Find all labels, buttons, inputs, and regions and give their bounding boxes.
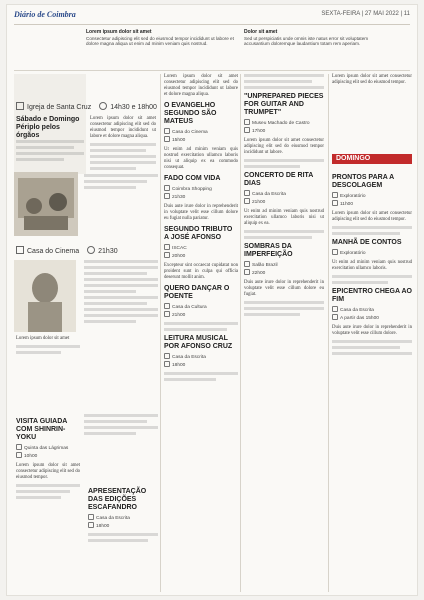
right-column bbox=[244, 74, 324, 319]
text-line bbox=[90, 155, 156, 158]
descolagem-place: Exploratório bbox=[340, 194, 366, 199]
text-line bbox=[84, 290, 136, 293]
unprepared-place: Museu Machado de Castro bbox=[252, 121, 310, 126]
section-domingo: DOMINGO bbox=[332, 154, 412, 164]
location-2-place: Casa do Cinema bbox=[27, 248, 80, 255]
sombras-body: Duis aute irure dolor in reprehenderit in voluptate velit esse cillum dolore eu fugiat. bbox=[244, 280, 324, 297]
brand-name: Diário de Coimbra bbox=[14, 10, 76, 19]
heading-descolagem: PRONTOS PARA A DESCOLAGEM bbox=[332, 174, 394, 189]
far-right-column bbox=[332, 170, 412, 358]
meta-sombras bbox=[244, 261, 324, 277]
text-line bbox=[164, 328, 227, 331]
caption-2-text: Sed ut perspiciatis unde omnis iste natus error sit voluptatem accusantium doloremque laudantium totam rem aperiam. bbox=[244, 35, 369, 47]
text-line bbox=[16, 484, 80, 487]
far-right-intro bbox=[332, 74, 412, 89]
newspaper-page bbox=[6, 4, 418, 596]
epicentro-time: A partir das 15h00 bbox=[340, 316, 379, 321]
text-line bbox=[244, 86, 324, 89]
heading-unprepared: "UNPREPARED PIECES FOR GUITAR AND TRUMPET" bbox=[244, 93, 324, 116]
text-line bbox=[88, 539, 148, 542]
text-line bbox=[84, 308, 158, 311]
location-icon bbox=[164, 244, 170, 250]
evangelho-time: 15h00 bbox=[172, 138, 186, 143]
location-icon bbox=[244, 261, 250, 267]
edicoes-time: 18h00 bbox=[96, 524, 110, 529]
heading-epicentro: EPICENTRO CHEGA AO FIM bbox=[332, 288, 412, 303]
heading-fado: FADO COM VIDA bbox=[164, 175, 221, 182]
tributo-place: ISCAC bbox=[172, 246, 187, 251]
text-line bbox=[84, 284, 158, 287]
text-line bbox=[84, 302, 147, 305]
location-icon bbox=[332, 249, 338, 255]
clock-icon bbox=[164, 193, 170, 199]
caption-1-title: Lorem ipsum dolor sit amet bbox=[86, 29, 152, 35]
meta-epicentro bbox=[332, 306, 412, 322]
meta-leitura bbox=[164, 353, 238, 369]
text-line bbox=[16, 496, 61, 499]
rita-dias-body: Ut enim ad minim veniam quis nostrud exercitation ullamco laboris nisi ut aliquip ex ea. bbox=[244, 209, 324, 226]
location-icon bbox=[164, 128, 170, 134]
left-column bbox=[16, 116, 84, 164]
clock-icon bbox=[164, 136, 170, 142]
contos-body: Ut enim ad minim veniam quis nostrud exercitation ullamco laboris. bbox=[332, 260, 412, 271]
text-line bbox=[332, 340, 412, 343]
location-icon bbox=[164, 353, 170, 359]
heading-sombras: SOMBRAS DA IMPERFEIÇÃO bbox=[244, 243, 293, 258]
fado-time: 21h30 bbox=[172, 195, 186, 200]
text-line bbox=[84, 278, 158, 281]
descolagem-time: 11h00 bbox=[340, 202, 353, 207]
edicoes-place: Casa da Escrita bbox=[96, 516, 130, 521]
fado-place: Coimbra Shopping bbox=[172, 187, 212, 192]
concert-photo bbox=[14, 172, 78, 236]
caption-2-title: Dolor sit amet bbox=[244, 29, 278, 35]
clock-icon bbox=[88, 522, 94, 528]
tributo-time: 20h00 bbox=[172, 254, 186, 259]
location-icon bbox=[16, 102, 24, 110]
text-line bbox=[332, 275, 412, 278]
text-line bbox=[84, 426, 158, 429]
event-1-body: Lorem ipsum dolor sit amet consectetur adipiscing elit sed do eiusmod tempor incididunt ut labore et dolore magna aliqua. bbox=[90, 116, 156, 139]
tributo-body: Excepteur sint occaecat cupidatat non proident sunt in culpa qui officia deserunt mollit anim. bbox=[164, 263, 238, 280]
text-line bbox=[244, 74, 324, 77]
meta-edicoes bbox=[88, 514, 158, 530]
text-line bbox=[84, 420, 147, 423]
text-line bbox=[164, 378, 216, 381]
caption-1 bbox=[86, 30, 236, 47]
text-line bbox=[244, 313, 300, 316]
text-line bbox=[244, 307, 324, 310]
rita-dias-time: 21h00 bbox=[252, 200, 266, 205]
text-line bbox=[164, 372, 238, 375]
text-line bbox=[16, 158, 64, 161]
page-date: SEXTA-FEIRA | 27 MAI 2022 | 11 bbox=[321, 11, 410, 17]
location-row-2 bbox=[16, 246, 118, 255]
location-row-1 bbox=[16, 102, 157, 111]
column-rule-3 bbox=[328, 74, 329, 592]
text-line bbox=[332, 346, 400, 349]
text-line bbox=[244, 159, 324, 162]
text-line bbox=[332, 281, 388, 284]
caption-1-text: Consectetur adipiscing elit sed do eiusmod tempor incididunt ut labore et dolore magna aliqua ut enim ad minim veniam quis nostrud. bbox=[86, 35, 234, 47]
text-line bbox=[90, 143, 156, 146]
location-icon bbox=[16, 444, 22, 450]
text-line bbox=[84, 432, 136, 435]
column-rule-2 bbox=[240, 74, 241, 592]
text-line bbox=[84, 174, 158, 177]
column-rule-1 bbox=[160, 74, 161, 592]
heading-rita-dias: CONCERTO DE RITA DIAS bbox=[244, 172, 314, 187]
meta-evangelho bbox=[164, 128, 238, 144]
sombras-time: 22h00 bbox=[252, 271, 266, 276]
epicentro-place: Casa da Escrita bbox=[340, 308, 374, 313]
heading-contos: MANHÃ DE CONTOS bbox=[332, 239, 402, 246]
text-line bbox=[244, 236, 312, 239]
text-line bbox=[84, 180, 147, 183]
text-line bbox=[84, 266, 158, 269]
far-right-intro-text: Lorem ipsum dolor sit amet consectetur adipiscing elit sed do eiusmod tempor. bbox=[332, 74, 412, 85]
poente-place: Casa da Cultura bbox=[172, 305, 207, 310]
location-icon bbox=[244, 190, 250, 196]
location-icon bbox=[332, 306, 338, 312]
text-line bbox=[332, 352, 412, 355]
epicentro-body: Duis aute irure dolor in reprehenderit in voluptate velit esse cillum dolore. bbox=[332, 325, 412, 336]
film-meta bbox=[16, 444, 80, 460]
heading-evangelho: O EVANGELHO SEGUNDO SÃO MATEUS bbox=[164, 102, 217, 125]
text-line bbox=[84, 260, 158, 263]
text-line bbox=[90, 167, 136, 170]
text-line bbox=[90, 149, 146, 152]
caption-2 bbox=[244, 30, 394, 47]
location-icon bbox=[164, 303, 170, 309]
text-line bbox=[90, 161, 156, 164]
left-text-block bbox=[84, 260, 158, 326]
contos-place: Exploratório bbox=[340, 251, 366, 256]
top-rule bbox=[14, 70, 410, 71]
portrait-caption-text: Lorem ipsum dolor sit amet bbox=[16, 336, 70, 341]
text-line bbox=[332, 226, 412, 229]
lower-left-block bbox=[88, 484, 158, 545]
middle-intro: Lorem ipsum dolor sit amet consectetur adipiscing elit sed do eiusmod tempor incididunt ut labore et dolore magna aliqua. bbox=[164, 74, 238, 97]
film-body: Lorem ipsum dolor sit amet consectetur adipiscing elit sed do eiusmod tempor. bbox=[16, 463, 80, 480]
clock-icon bbox=[16, 452, 22, 458]
film-heading: VISITA GUIADA COM SHINRIN-YOKU bbox=[16, 418, 68, 441]
sombras-place: Salão Brazil bbox=[252, 263, 278, 268]
meta-poente bbox=[164, 303, 238, 319]
text-line bbox=[16, 140, 84, 143]
heading-edicoes: APRESENTAÇÃO DAS EDIÇÕES ESCAFANDRO bbox=[88, 488, 147, 511]
text-line bbox=[244, 165, 300, 168]
clock-icon bbox=[164, 252, 170, 258]
leitura-time: 18h00 bbox=[172, 363, 186, 368]
text-line bbox=[84, 314, 158, 317]
leitura-place: Casa da Escrita bbox=[172, 355, 206, 360]
location-1-time: 14h30 e 18h00 bbox=[110, 104, 157, 111]
clock-icon bbox=[332, 314, 338, 320]
clock-icon bbox=[99, 102, 107, 110]
meta-contos bbox=[332, 249, 412, 257]
descolagem-body: Lorem ipsum dolor sit amet consectetur adipiscing elit sed do eiusmod tempor. bbox=[332, 211, 412, 222]
event-1-title: Sábado e Domingo Périplo pelos órgãos bbox=[16, 116, 80, 139]
film-place: Quinta das Lágrimas bbox=[24, 446, 69, 451]
text-line bbox=[16, 152, 84, 155]
text-line bbox=[16, 146, 74, 149]
location-icon bbox=[164, 185, 170, 191]
unprepared-body: Lorem ipsum dolor sit amet consectetur adipiscing elit sed do eiusmod tempor incididunt ut labore. bbox=[244, 138, 324, 155]
text-line bbox=[84, 296, 158, 299]
portrait-caption bbox=[16, 336, 80, 357]
meta-fado bbox=[164, 185, 238, 201]
text-line bbox=[84, 186, 136, 189]
poente-time: 21h00 bbox=[172, 313, 186, 318]
text-line bbox=[84, 414, 158, 417]
location-1-place: Igreja de Santa Cruz bbox=[27, 104, 92, 111]
clock-icon bbox=[244, 127, 250, 133]
portrait-photo bbox=[14, 260, 76, 332]
middle-column bbox=[164, 74, 238, 384]
text-line bbox=[244, 301, 324, 304]
location-2-time: 21h30 bbox=[98, 248, 118, 255]
text-line bbox=[244, 80, 312, 83]
meta-descolagem bbox=[332, 192, 412, 208]
location-icon bbox=[332, 192, 338, 198]
text-line bbox=[84, 272, 147, 275]
loc2-desc bbox=[84, 174, 158, 192]
text-line bbox=[16, 351, 61, 354]
concert-photo-image bbox=[14, 172, 78, 236]
text-line bbox=[16, 345, 80, 348]
unprepared-time: 17h00 bbox=[252, 129, 266, 134]
location-icon bbox=[244, 119, 250, 125]
heading-poente: QUERO DANÇAR O POENTE bbox=[164, 285, 230, 300]
text-line bbox=[332, 232, 400, 235]
clock-icon bbox=[87, 246, 95, 254]
clock-icon bbox=[244, 269, 250, 275]
evangelho-body: Ut enim ad minim veniam quis nostrud exercitation ullamco laboris nisi ut aliquip ex ea commodo consequat. bbox=[164, 147, 238, 170]
fado-body: Duis aute irure dolor in reprehenderit in voluptate velit esse cillum dolore eu fugiat nulla pariatur. bbox=[164, 204, 238, 221]
location-icon bbox=[16, 246, 24, 254]
clock-icon bbox=[164, 311, 170, 317]
heading-leitura: LEITURA MUSICAL POR AFONSO CRUZ bbox=[164, 335, 233, 350]
clock-icon bbox=[332, 200, 338, 206]
heading-tributo: SEGUNDO TRIBUTO A JOSÉ AFONSO bbox=[164, 226, 233, 241]
text-line bbox=[164, 322, 238, 325]
text-line bbox=[244, 230, 324, 233]
evangelho-place: Casa do Cinema bbox=[172, 130, 208, 135]
clock-icon bbox=[244, 198, 250, 204]
meta-tributo bbox=[164, 244, 238, 260]
meta-rita-dias bbox=[244, 190, 324, 206]
clock-icon bbox=[164, 361, 170, 367]
meta-unprepared bbox=[244, 119, 324, 135]
film-block bbox=[16, 414, 80, 502]
text-line bbox=[16, 490, 70, 493]
film-time: 10h00 bbox=[24, 454, 38, 459]
text-line bbox=[88, 533, 158, 536]
left-body-column bbox=[90, 116, 156, 173]
masthead bbox=[14, 10, 410, 25]
rita-dias-place: Casa da Escrita bbox=[252, 192, 286, 197]
text-line bbox=[84, 320, 136, 323]
portrait-image bbox=[14, 260, 76, 332]
left-text-block-2 bbox=[84, 414, 158, 438]
location-icon bbox=[88, 514, 94, 520]
